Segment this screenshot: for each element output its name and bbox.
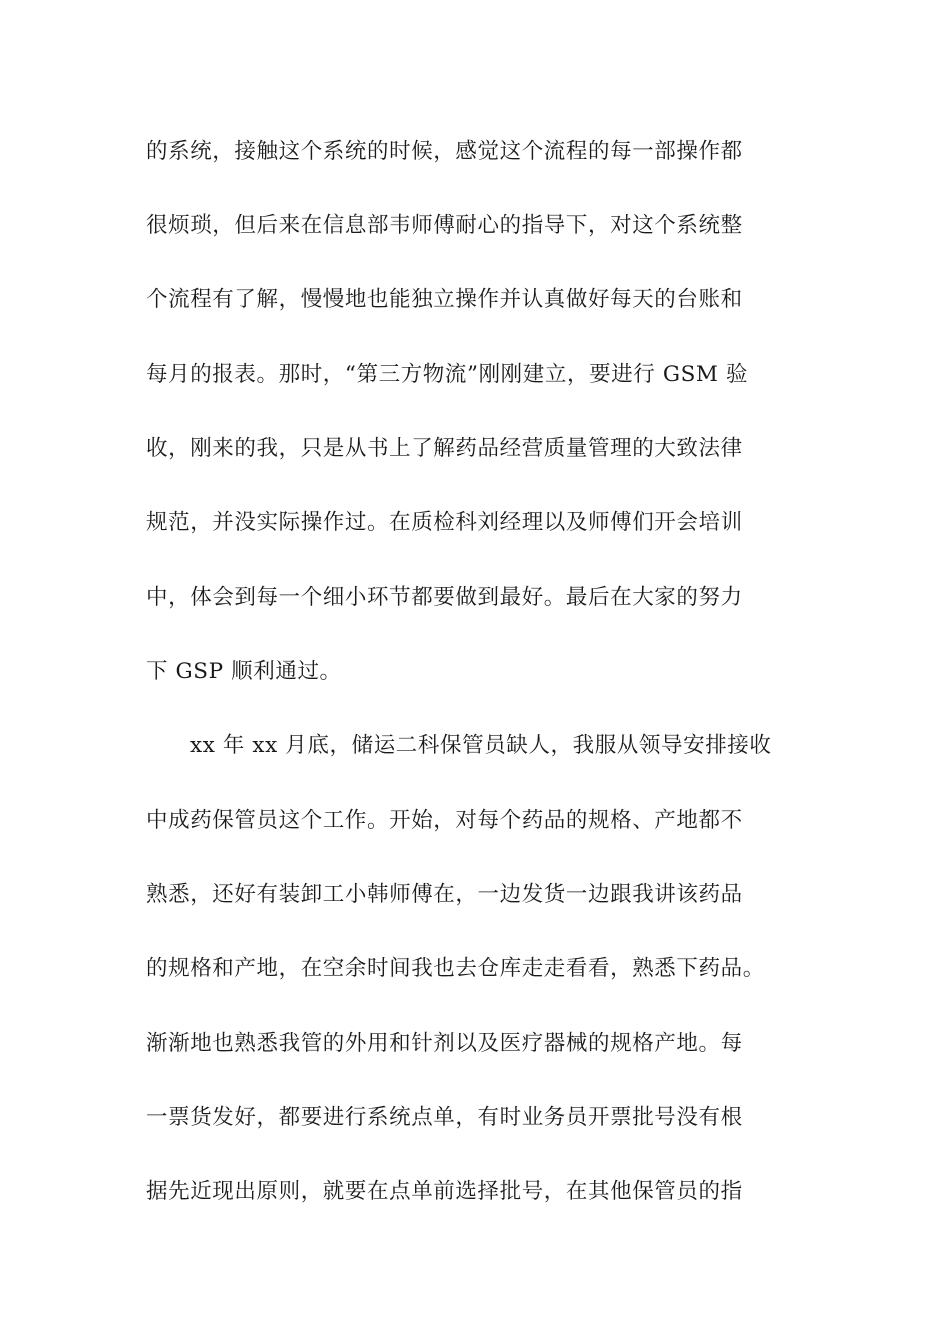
text-line: 一票货发好，都要进行系统点单，有时业务员开票批号没有根: [146, 1105, 743, 1130]
text-line: 个流程有了解，慢慢地也能独立操作并认真做好每天的台账和: [146, 287, 743, 312]
text-line: 的规格和产地，在空余时间我也去仓库走走看看，熟悉下药品。: [146, 956, 765, 981]
text-line: 渐渐地也熟悉我管的外用和针剂以及医疗器械的规格产地。每: [146, 1031, 743, 1056]
text-line: 的系统，接触这个系统的时候，感觉这个流程的每一部操作都: [146, 139, 743, 164]
text-line: 收，刚来的我，只是从书上了解药品经营质量管理的大致法律: [146, 436, 743, 461]
text-line: 规范，并没实际操作过。在质检科刘经理以及师傅们开会培训: [146, 510, 743, 535]
text-line: 熟悉，还好有装卸工小韩师傅在，一边发货一边跟我讲该药品: [146, 882, 743, 907]
text-line: 下 GSP 顺利通过。: [146, 659, 342, 684]
paragraph-first-line: xx 年 xx 月底，储运二科保管员缺人，我服从领导安排接收: [190, 733, 772, 758]
text-line: 中，体会到每一个细小环节都要做到最好。最后在大家的努力: [146, 585, 743, 610]
text-line: 每月的报表。那时，“第三方物流”刚刚建立，要进行 GSM 验: [146, 362, 749, 387]
text-line: 中成药保管员这个工作。开始，对每个药品的规格、产地都不: [146, 808, 743, 833]
text-line: 很烦琐，但后来在信息部韦师傅耐心的指导下，对这个系统整: [146, 213, 743, 238]
text-line: 据先近现出原则，就要在点单前选择批号，在其他保管员的指: [146, 1179, 743, 1204]
